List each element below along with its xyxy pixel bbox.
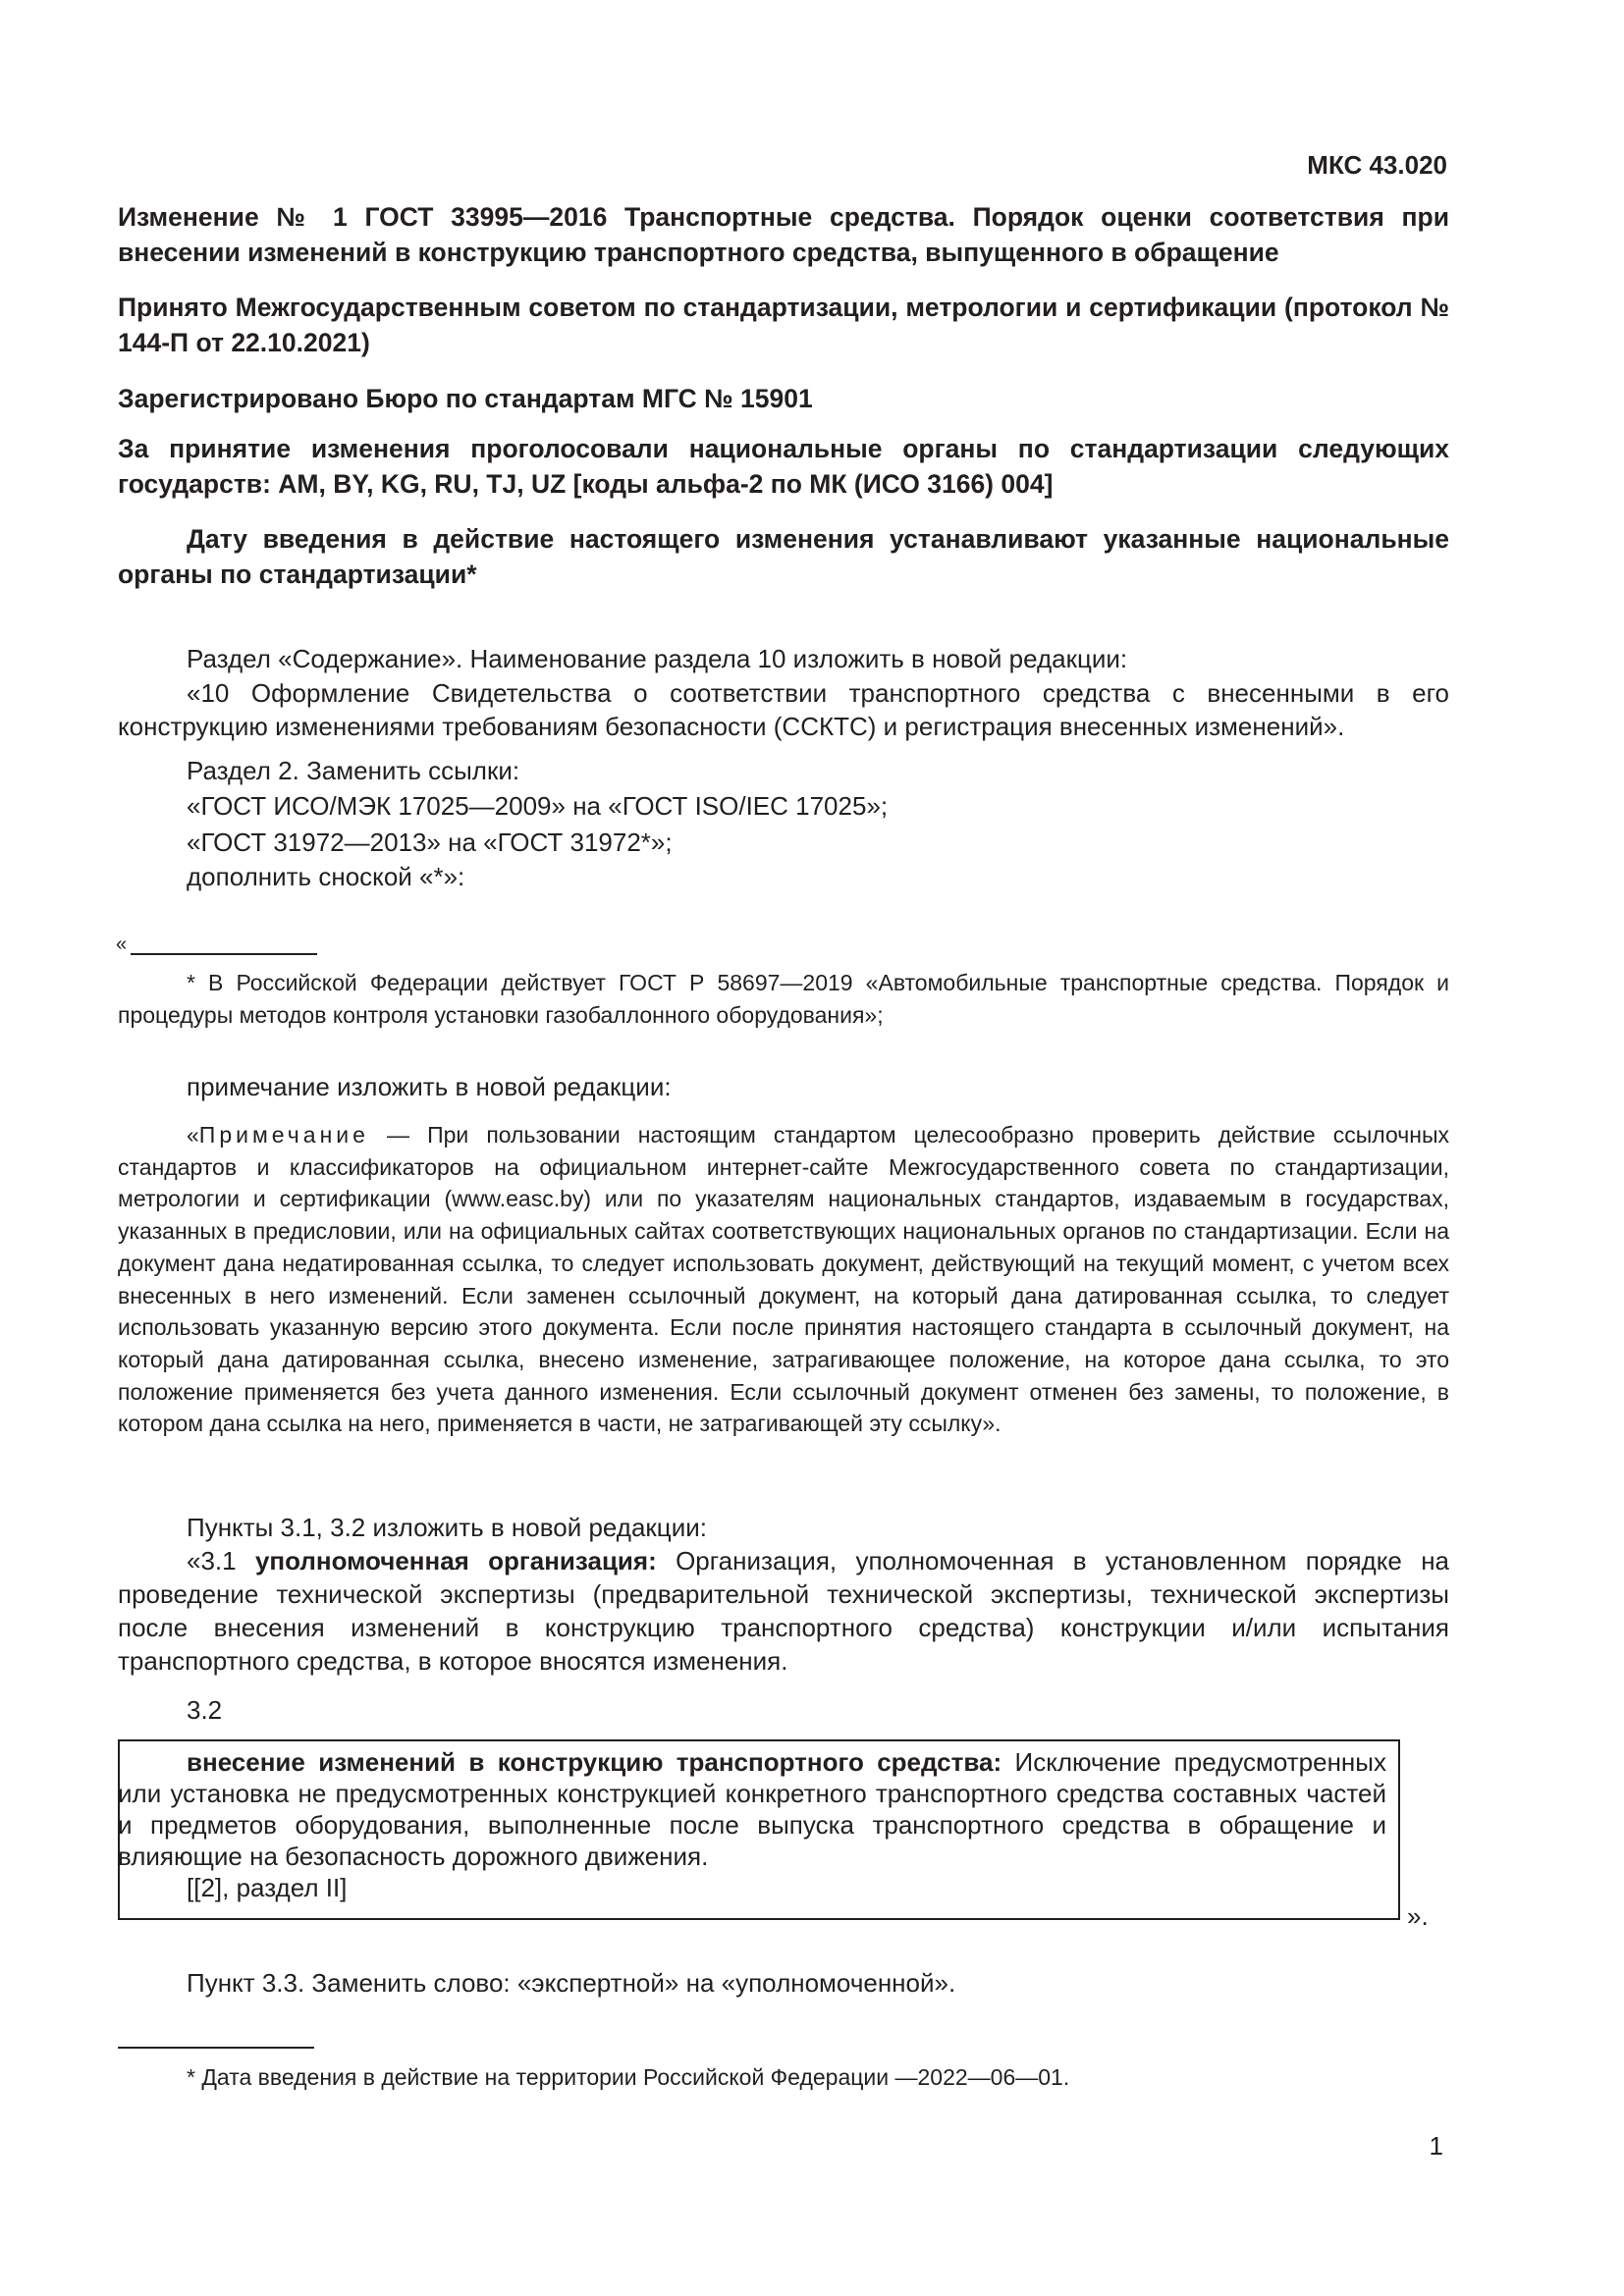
note-quote-mark: « (187, 1122, 199, 1148)
footnote-rule (118, 2047, 314, 2049)
note-text (118, 1119, 1449, 1440)
quote-mark: « (116, 934, 128, 955)
definition-3-2: внесение изменений в конструкцию транспортного средства: Исключение предусмотренных или установка не предусмотренных конструкцией конкретного транспортного средства составных частей и предметов оборудования, выполненные после выпуска транспортного средства в обращение и влияющие на безопасность дорожного движения. (118, 1747, 1386, 1871)
amendment-title: Изменение № 1 ГОСТ 33995—2016 Транспортные средства. Порядок оценки соответствия при внесении изменений в конструкцию транспортного средства, выпущенного в обращение (118, 202, 1449, 267)
term-authorized-organization: уполномоченная организация: (254, 1546, 657, 1575)
body-paragraph: «10 Оформление Свидетельства о соответствии транспортного средства с внесенными в его конструкцию изменениями требованиям безопасности (СCКТС) и регистрация внесенных изменений». (118, 678, 1449, 741)
clause-number: 3.2 (187, 1695, 223, 1725)
body-paragraph: «ГОСТ ИСО/МЭК 17025—2009» на «ГОСТ ISO/IEC 17025»; (187, 791, 889, 821)
body-paragraph: Раздел «Содержание». Наименование раздела 10 изложить в новой редакции: (187, 644, 1128, 673)
closing-quote: ». (1407, 1901, 1429, 1931)
note-body: — При пользовании настоящим стандартом целесообразно проверить действие ссылочных стандартов и классификаторов на официальном интернет-сайте Межгосударственного совета по стандартизации, метрологии и сертификации (www.easc.by) или по указателям национальных стандартов, издаваемым в государствах, указанных в предисловии, или на официальных сайтах соответствующих национальных органов по стандартизации. Если на документ дана недатированная ссылка, то следует использовать документ, действующий на текущий момент, с учетом всех внесенных в него изменений. Если заменен ссылочный документ, на который дана датированная ссылка, то следует использовать указанную версию этого документа. Если после принятия настоящего стандарта в ссылочный документ, на который дана датированная ссылка, внесено изменение, затрагивающее положение, на которое дана ссылка, то это положение применяется без учета данного изменения. Если ссылочный документ отменен без замены, то положение, в котором дана ссылка на него, применяется в части, не затрагивающей эту ссылку». (118, 1122, 1449, 1437)
page-number: 1 (1429, 2131, 1443, 2161)
body-paragraph: дополнить сноской «*»: (187, 862, 465, 891)
body-paragraph: «ГОСТ 31972—2013» на «ГОСТ 31972*»; (187, 828, 673, 857)
registration-statement: Зарегистрировано Бюро по стандартам МГС № 15901 (118, 384, 813, 413)
body-paragraph: примечание изложить в новой редакции: (187, 1072, 672, 1101)
voting-statement: За принятие изменения проголосовали национальные органы по стандартизации следующих государств: AM, BY, KG, RU, TJ, UZ [коды альфа-2 по МК (ИСО 3166) 004] (118, 434, 1449, 499)
definition-3-1: «3.1 уполномоченная организация: Организация, уполномоченная в установленном порядке на проведение технической экспертизы (предварительной технической экспертизы, технической экспертизы после внесения изменений в конструкцию транспортного средства) конструкции и/или испытания транспортного средства, в которое вносятся изменения. (118, 1546, 1450, 1676)
classification-code: МКС 43.020 (1307, 150, 1447, 180)
page-footnote: * Дата введения в действие на территории Российской Федерации —2022—06—01. (187, 2064, 1070, 2090)
definition-source: [[2], раздел II] (187, 1873, 348, 1902)
body-paragraph: Раздел 2. Заменить ссылки: (187, 756, 520, 785)
inserted-footnote: * В Российской Федерации действует ГОСТ Р 58697—2019 «Автомобильные транспортные средства. Порядок и процедуры методов контроля установки газобаллонного оборудования»; (118, 970, 1449, 1028)
term-design-change: внесение изменений в конструкцию транспортного средства: (187, 1747, 1002, 1777)
inner-footnote-rule (131, 953, 317, 955)
body-paragraph: Пункт 3.3. Заменить слово: «экспертной» на «уполномоченной». (187, 1968, 956, 1998)
effective-date-statement: Дату введения в действие настоящего изменения устанавливают указанные национальные органы по стандартизации* (118, 524, 1449, 589)
body-paragraph: Пункты 3.1, 3.2 изложить в новой редакции: (187, 1513, 707, 1542)
adopted-statement: Принято Межгосударственным советом по стандартизации, метрологии и сертификации (протокол № 144-П от 22.10.2021) (118, 293, 1449, 357)
note-label: Примечание (198, 1122, 369, 1148)
